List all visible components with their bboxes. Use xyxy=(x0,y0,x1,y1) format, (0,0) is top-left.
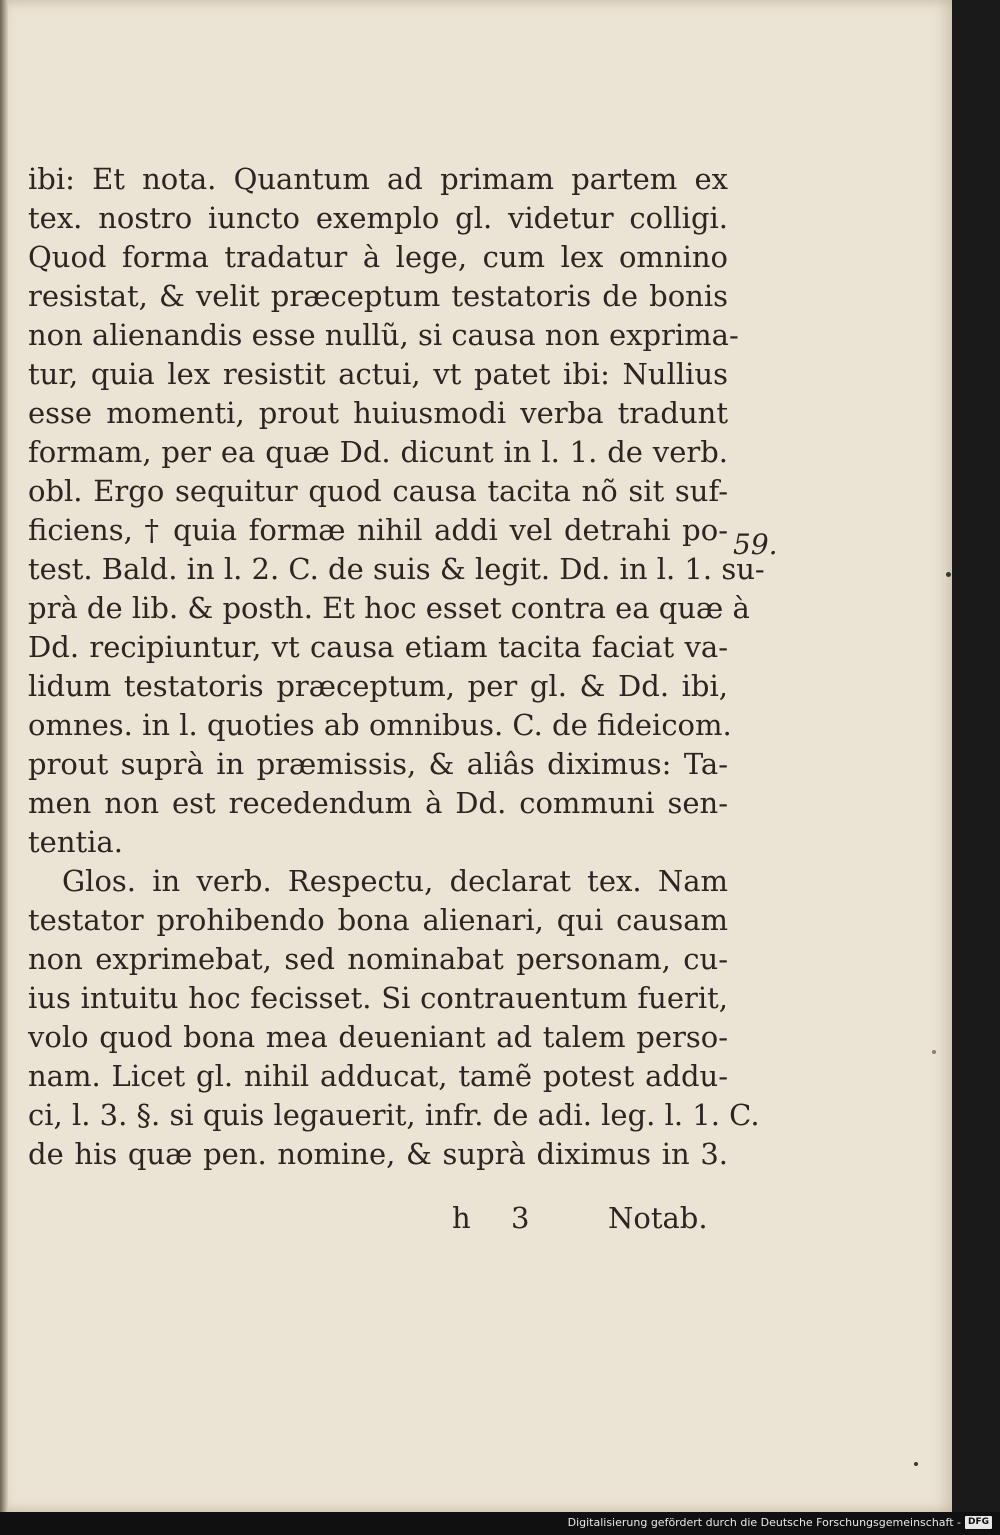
dfg-logo: DFG xyxy=(965,1516,992,1529)
text-line: esse momenti, prout huiusmodi verba tradunt xyxy=(28,396,728,430)
text-line: ibi: Et nota. Quantum ad primam partem ex xyxy=(28,162,728,196)
text-line: ci, l. 3. §. si quis legauerit, infr. de adi. leg. l. 1. C. xyxy=(28,1098,760,1132)
margin-note: 59. xyxy=(733,528,778,561)
text-line: men non est recedendum à Dd. communi sen- xyxy=(28,786,728,820)
catchword: Notab. xyxy=(608,1201,708,1235)
text-line: prout suprà in præmissis, & aliâs diximus: Ta- xyxy=(28,747,728,781)
text-line: Glos. in verb. Respectu, declarat tex. Nam xyxy=(62,864,728,898)
text-line: testator prohibendo bona alienari, qui causam xyxy=(28,903,728,937)
page-gutter-edge xyxy=(0,0,8,1512)
text-line: non exprimebat, sed nominabat personam, cu- xyxy=(28,942,728,976)
text-line: de his quæ pen. nomine, & suprà diximus in 3. xyxy=(28,1137,728,1171)
text-line: test. Bald. in l. 2. C. de suis & legit. Dd. in l. 1. su- xyxy=(28,552,765,586)
page-number: 3 xyxy=(511,1201,530,1235)
text-line: nam. Licet gl. nihil adducat, tamẽ potest addu- xyxy=(28,1059,728,1093)
credit-text: Digitalisierung gefördert durch die Deutsche Forschungsgemeinschaft - xyxy=(567,1516,961,1529)
digitization-credit xyxy=(568,1516,992,1529)
text-line: resistat, & velit præceptum testatoris de bonis xyxy=(28,279,728,313)
text-line: lidum testatoris præceptum, per gl. & Dd. ibi, xyxy=(28,669,728,703)
text-line: Dd. recipiuntur, vt causa etiam tacita faciat va- xyxy=(28,630,728,664)
text-line: tur, quia lex resistit actui, vt patet ibi: Nullius xyxy=(28,357,728,391)
signature-mark: h xyxy=(452,1201,471,1235)
text-line: volo quod bona mea deueniant ad talem perso- xyxy=(28,1020,728,1054)
ink-speck xyxy=(914,1462,918,1466)
text-line: omnes. in l. quoties ab omnibus. C. de fideicom. xyxy=(28,708,732,742)
text-line: obl. Ergo sequitur quod causa tacita nõ sit suf- xyxy=(28,474,728,508)
text-line: tentia. xyxy=(28,825,123,859)
text-line: formam, per ea quæ Dd. dicunt in l. 1. de verb. xyxy=(28,435,728,469)
text-line: non alienandis esse nullũ, si causa non exprima- xyxy=(28,318,739,352)
text-line: ficiens, † quia formæ nihil addi vel detrahi po- xyxy=(28,513,728,547)
text-line: ius intuitu hoc fecisset. Si contrauentum fuerit, xyxy=(28,981,728,1015)
text-line: tex. nostro iuncto exemplo gl. videtur colligi. xyxy=(28,201,728,235)
ink-speck xyxy=(946,572,951,577)
text-line: prà de lib. & posth. Et hoc esset contra ea quæ à xyxy=(28,591,750,625)
text-line: Quod forma tradatur à lege, cum lex omnino xyxy=(28,240,728,274)
ink-speck xyxy=(932,1050,936,1054)
